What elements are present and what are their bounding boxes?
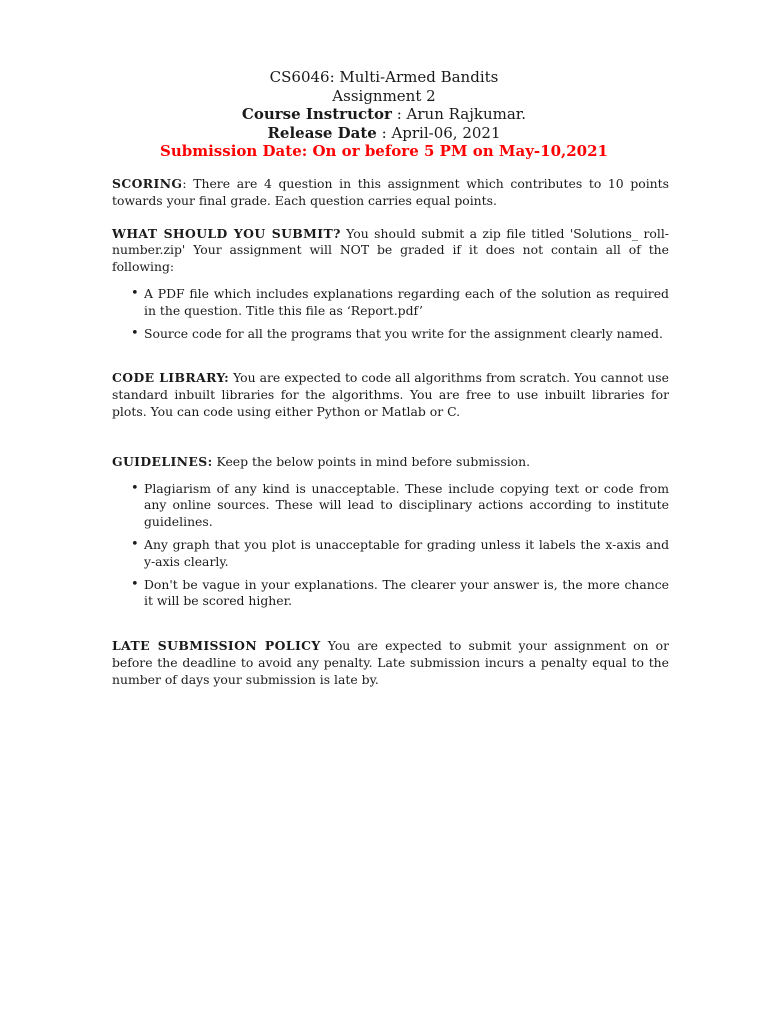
list-item: • Source code for all the programs that you write for the assignment clearly named. <box>112 326 669 343</box>
list-item: • Don't be vague in your explanations. The clearer your answer is, the more chance it will be scored higher. <box>112 577 669 611</box>
code-library-section <box>112 370 669 420</box>
submit-title: WHAT SHOULD YOU SUBMIT? <box>112 225 341 241</box>
late-policy-text: You are expected to submit your assignment on or before the deadline to avoid any penalty. Late submission incurs a penalty equal to the number of days your submission is late by. <box>112 638 669 687</box>
guidelines-section <box>112 454 669 471</box>
list-item: • A PDF file which includes explanations regarding each of the solution as required in the question. Title this file as ‘Report.pdf’ <box>112 286 669 320</box>
scoring-text: : There are 4 question in this assignment which contributes to 10 points towards your final grade. Each question carries equal points. <box>112 176 669 208</box>
scoring-section <box>112 176 669 210</box>
submit-text: You should submit a zip file titled 'Solutions_ roll-number.zip' Your assignment will NOT be graded if it does not contain all of the following: <box>112 225 669 275</box>
guidelines-title: GUIDELINES: <box>112 453 213 469</box>
release-date-label: Release Date <box>267 123 377 142</box>
list-item: • Plagiarism of any kind is unacceptable. These include copying text or code from any online sources. These will lead to disciplinary actions according to institute guidelines. <box>112 481 669 531</box>
submission-date: Submission Date: On or before 5 PM on May-10,2021 <box>160 142 608 160</box>
document-body <box>112 176 669 689</box>
list-item: • Any graph that you plot is unacceptable for grading unless it labels the x-axis and y-axis clearly. <box>112 537 669 571</box>
code-library-text: You are expected to code all algorithms from scratch. You cannot use standard inbuilt libraries for the algorithms. You are free to use inbuilt libraries for plots. You can code using either Python or Matlab or C. <box>112 370 669 419</box>
code-library-title: CODE LIBRARY: <box>112 370 230 386</box>
guidelines-list <box>112 481 669 611</box>
document-header <box>0 68 768 161</box>
course-title: CS6046: Multi-Armed Bandits <box>269 68 499 86</box>
instructor-line <box>0 105 768 124</box>
submit-section <box>112 226 669 276</box>
submit-list <box>112 286 669 342</box>
late-policy-title: LATE SUBMISSION POLICY <box>112 638 321 654</box>
instructor-value: : Arun Rajkumar. <box>391 105 527 123</box>
late-policy-section <box>112 638 669 688</box>
scoring-title: SCORING <box>112 176 183 191</box>
assignment-title: Assignment 2 <box>332 86 436 105</box>
release-date-value: : April-06, 2021 <box>376 123 501 142</box>
release-date-line <box>0 124 768 143</box>
guidelines-text: Keep the below points in mind before submission. <box>212 453 531 469</box>
instructor-label: Course Instructor <box>241 105 392 123</box>
